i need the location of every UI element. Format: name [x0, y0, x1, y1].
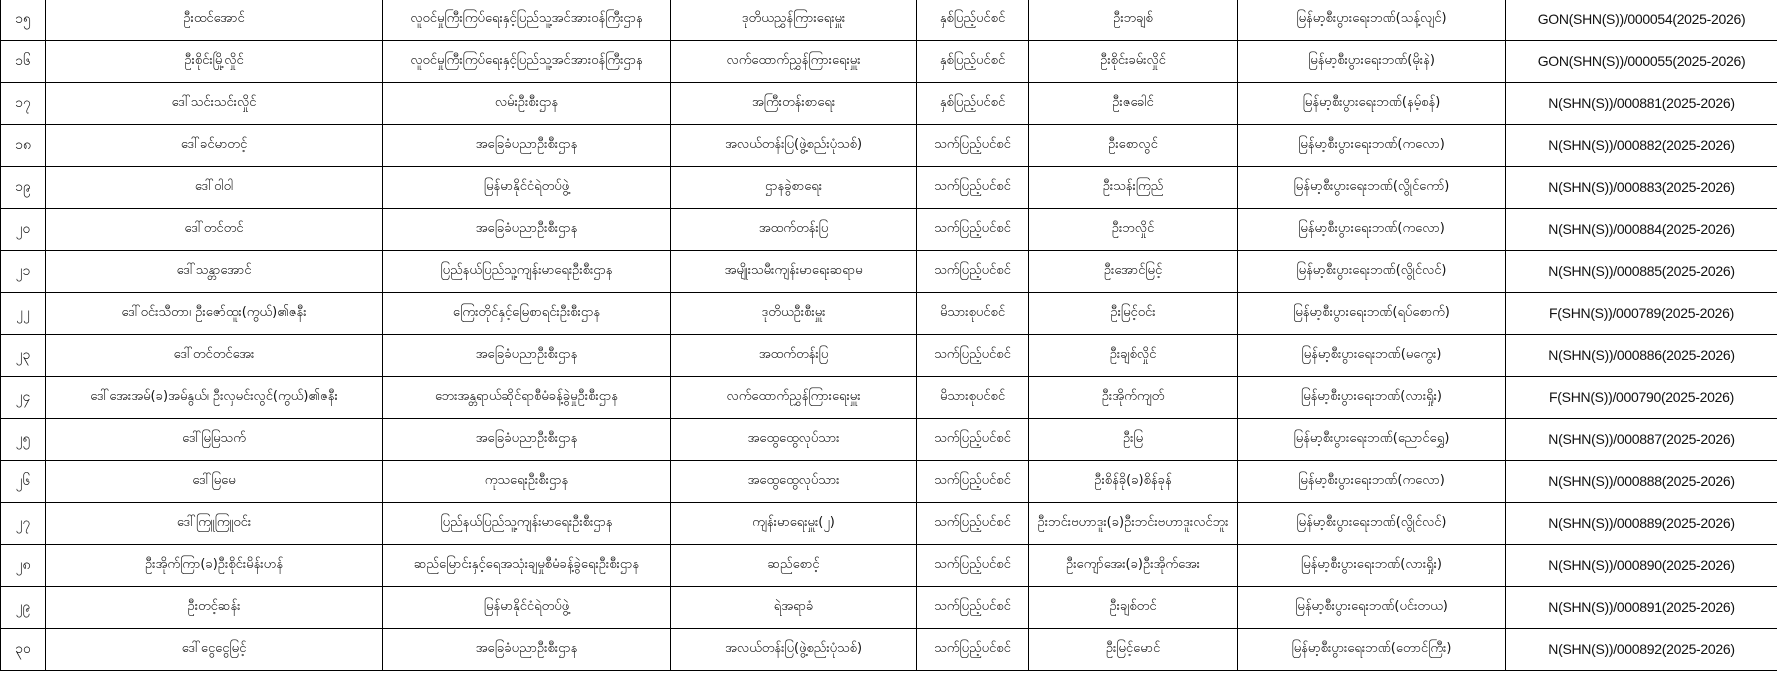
serial-number-cell: ၂၄ [1, 377, 46, 419]
bank-branch-cell: မြန်မာ့စီးပွားရေးဘဏ်(ရပ်စောက်) [1238, 293, 1506, 335]
pension-type-cell: သက်ပြည့်ပင်စင် [917, 167, 1029, 209]
parent-name-cell: ဦးဇခေါင် [1029, 83, 1238, 125]
name-cell: ဒေါ်အေးအမ်(ခ)အမ်နွယ်၊ ဦးလှမင်းလွင်(ကွယ်)၏ဇနီး [46, 377, 383, 419]
bank-branch-cell: မြန်မာ့စီးပွားရေးဘဏ်(ကလော) [1238, 209, 1506, 251]
parent-name-cell: ဦးမြင့်ဝင်း [1029, 293, 1238, 335]
table-row [1, 503, 1777, 545]
position-cell: အလယ်တန်းပြ(ဖွဲ့စည်းပုံသစ်) [671, 125, 917, 167]
parent-name-cell: ဦးမြင့်မောင် [1029, 629, 1238, 671]
pension-code-cell: N(SHN(S))/000889(2025-2026) [1506, 503, 1777, 545]
table-row [1, 629, 1777, 671]
pension-code-cell: N(SHN(S))/000883(2025-2026) [1506, 167, 1777, 209]
serial-number-cell: ၂၃ [1, 335, 46, 377]
name-cell: ဒေါ်မြမြသက် [46, 419, 383, 461]
table-row [1, 209, 1777, 251]
parent-name-cell: ဦးစိန်ခို(ခ)စိန်ခုန် [1029, 461, 1238, 503]
bank-branch-cell: မြန်မာ့စီးပွားရေးဘဏ်(လားရှိုး) [1238, 545, 1506, 587]
pension-type-cell: သက်ပြည့်ပင်စင် [917, 461, 1029, 503]
position-cell: ကျန်းမာရေးမှူး(၂) [671, 503, 917, 545]
table-row [1, 419, 1777, 461]
parent-name-cell: ဦးချစ်လှိုင် [1029, 335, 1238, 377]
pension-code-cell: N(SHN(S))/000886(2025-2026) [1506, 335, 1777, 377]
parent-name-cell: ဦးစိုင်းခမ်းလှိုင် [1029, 41, 1238, 83]
name-cell: ဒေါ်သင်းသင်းလှိုင် [46, 83, 383, 125]
table-row [1, 335, 1777, 377]
department-cell: ကြေးတိုင်နှင့်မြေစာရင်းဦးစီးဌာန [383, 293, 671, 335]
position-cell: လက်ထောက်ညွှန်ကြားရေးမှူး [671, 377, 917, 419]
name-cell: ဦးတင့်ဆန်း [46, 587, 383, 629]
parent-name-cell: ဦးစောလွင် [1029, 125, 1238, 167]
serial-number-cell: ၂၀ [1, 209, 46, 251]
table-row [1, 587, 1777, 629]
department-cell: လူဝင်မှုကြီးကြပ်ရေးနှင့်ပြည်သူ့အင်အားဝန်ကြီးဌာန [383, 41, 671, 83]
serial-number-cell: ၁၅ [1, 0, 46, 41]
department-cell: အခြေခံပညာဦးစီးဌာန [383, 335, 671, 377]
pension-code-cell: N(SHN(S))/000891(2025-2026) [1506, 587, 1777, 629]
serial-number-cell: ၂၈ [1, 545, 46, 587]
position-cell: အထက်တန်းပြ [671, 209, 917, 251]
bank-branch-cell: မြန်မာ့စီးပွားရေးဘဏ်(ပင်းတယ) [1238, 587, 1506, 629]
department-cell: အခြေခံပညာဦးစီးဌာန [383, 209, 671, 251]
pension-type-cell: သက်ပြည့်ပင်စင် [917, 503, 1029, 545]
pension-code-cell: F(SHN(S))/000790(2025-2026) [1506, 377, 1777, 419]
parent-name-cell: ဦးအိုက်ကျတ် [1029, 377, 1238, 419]
pension-type-cell: မိသားစုပင်စင် [917, 377, 1029, 419]
name-cell: ဒေါ်ကြူကြူဝင်း [46, 503, 383, 545]
table-row [1, 545, 1777, 587]
serial-number-cell: ၂၉ [1, 587, 46, 629]
bank-branch-cell: မြန်မာ့စီးပွားရေးဘဏ်(လွိုင်ကော်) [1238, 167, 1506, 209]
pension-type-cell: သက်ပြည့်ပင်စင် [917, 125, 1029, 167]
name-cell: ဦးစိုင်းမြို့လှိုင် [46, 41, 383, 83]
serial-number-cell: ၁၇ [1, 83, 46, 125]
name-cell: ဦးထင်အောင် [46, 0, 383, 41]
pension-type-cell: သက်ပြည့်ပင်စင် [917, 629, 1029, 671]
bank-branch-cell: မြန်မာ့စီးပွားရေးဘဏ်(ညောင်ရွှေ) [1238, 419, 1506, 461]
serial-number-cell: ၂၇ [1, 503, 46, 545]
name-cell: ဒေါ်မြမေ [46, 461, 383, 503]
parent-name-cell: ဦးကျော်အေး(ခ)ဦးအိုက်အေး [1029, 545, 1238, 587]
bank-branch-cell: မြန်မာ့စီးပွားရေးဘဏ်(မိုးနဲ) [1238, 41, 1506, 83]
bank-branch-cell: မြန်မာ့စီးပွားရေးဘဏ်(ကလော) [1238, 125, 1506, 167]
bank-branch-cell: မြန်မာ့စီးပွားရေးဘဏ်(တောင်ကြီး) [1238, 629, 1506, 671]
pension-code-cell: N(SHN(S))/000885(2025-2026) [1506, 251, 1777, 293]
table-row [1, 461, 1777, 503]
parent-name-cell: ဦးဘချစ် [1029, 0, 1238, 41]
parent-name-cell: ဦးအောင်မြင့် [1029, 251, 1238, 293]
serial-number-cell: ၁၆ [1, 41, 46, 83]
position-cell: ဒုတိယဦးစီးမှူး [671, 293, 917, 335]
name-cell: ဒေါ်ဝင်းသီတာ၊ ဦးဇော်ထူး(ကွယ်)၏ဇနီး [46, 293, 383, 335]
table-row [1, 125, 1777, 167]
pension-type-cell: နှစ်ပြည့်ပင်စင် [917, 0, 1029, 41]
position-cell: ဆည်စောင့် [671, 545, 917, 587]
position-cell: ဌာနခွဲစာရေး [671, 167, 917, 209]
name-cell: ဒေါ်တင်တင် [46, 209, 383, 251]
pension-type-cell: နှစ်ပြည့်ပင်စင် [917, 41, 1029, 83]
name-cell: ဒေါ်ဝါဝါ [46, 167, 383, 209]
pension-code-cell: GON(SHN(S))/000054(2025-2026) [1506, 0, 1777, 41]
department-cell: ကုသရေးဦးစီးဌာန [383, 461, 671, 503]
department-cell: အခြေခံပညာဦးစီးဌာန [383, 125, 671, 167]
bank-branch-cell: မြန်မာ့စီးပွားရေးဘဏ်(မကွေး) [1238, 335, 1506, 377]
pension-code-cell: F(SHN(S))/000789(2025-2026) [1506, 293, 1777, 335]
pension-code-cell: N(SHN(S))/000884(2025-2026) [1506, 209, 1777, 251]
parent-name-cell: ဦးသန်းကြည် [1029, 167, 1238, 209]
pension-type-cell: သက်ပြည့်ပင်စင် [917, 545, 1029, 587]
pension-code-cell: GON(SHN(S))/000055(2025-2026) [1506, 41, 1777, 83]
position-cell: အထွေထွေလုပ်သား [671, 461, 917, 503]
position-cell: ဒုတိယညွှန်ကြားရေးမှူး [671, 0, 917, 41]
pension-code-cell: N(SHN(S))/000882(2025-2026) [1506, 125, 1777, 167]
pension-code-cell: N(SHN(S))/000890(2025-2026) [1506, 545, 1777, 587]
pension-type-cell: မိသားစုပင်စင် [917, 293, 1029, 335]
position-cell: အကြီးတန်းစာရေး [671, 83, 917, 125]
department-cell: လမ်းဦးစီးဌာန [383, 83, 671, 125]
position-cell: အလယ်တန်းပြ(ဖွဲ့စည်းပုံသစ်) [671, 629, 917, 671]
bank-branch-cell: မြန်မာ့စီးပွားရေးဘဏ်(လွိုင်လင်) [1238, 503, 1506, 545]
bank-branch-cell: မြန်မာ့စီးပွားရေးဘဏ်(လားရှိုး) [1238, 377, 1506, 419]
parent-name-cell: ဦးမြ [1029, 419, 1238, 461]
table-row [1, 41, 1777, 83]
name-cell: ဦးအိုက်ကြာ(ခ)ဦးစိုင်းမိန်းဟန် [46, 545, 383, 587]
name-cell: ဒေါ်သန္တာအောင် [46, 251, 383, 293]
department-cell: မြန်မာနိုင်ငံရဲတပ်ဖွဲ့ [383, 167, 671, 209]
bank-branch-cell: မြန်မာ့စီးပွားရေးဘဏ်(သန့်လျင်) [1238, 0, 1506, 41]
table-row [1, 293, 1777, 335]
department-cell: ပြည်နယ်ပြည်သူ့ကျန်းမာရေးဦးစီးဌာန [383, 503, 671, 545]
department-cell: အခြေခံပညာဦးစီးဌာန [383, 629, 671, 671]
table-row [1, 167, 1777, 209]
name-cell: ဒေါ်ငွေငွေမြင့် [46, 629, 383, 671]
parent-name-cell: ဦးဘင်းဗဟာဒူး(ခ)ဦးဘင်းဗဟာဒူးလင်ဘူး [1029, 503, 1238, 545]
pension-type-cell: သက်ပြည့်ပင်စင် [917, 587, 1029, 629]
serial-number-cell: ၁၉ [1, 167, 46, 209]
department-cell: ဘေးအန္တရာယ်ဆိုင်ရာစီမံခန့်ခွဲမှုဦးစီးဌာန [383, 377, 671, 419]
serial-number-cell: ၂၆ [1, 461, 46, 503]
name-cell: ဒေါ်ခင်မာတင့် [46, 125, 383, 167]
table-row [1, 251, 1777, 293]
department-cell: ဆည်မြောင်းနှင့်ရေအသုံးချမှုစီမံခန့်ခွဲရေးဦးစီးဌာန [383, 545, 671, 587]
parent-name-cell: ဦးဘလှိုင် [1029, 209, 1238, 251]
bank-branch-cell: မြန်မာ့စီးပွားရေးဘဏ်(နမ့်စန်) [1238, 83, 1506, 125]
pension-type-cell: သက်ပြည့်ပင်စင် [917, 419, 1029, 461]
pension-type-cell: သက်ပြည့်ပင်စင် [917, 335, 1029, 377]
table-body [1, 0, 1777, 671]
table-row [1, 0, 1777, 41]
pension-code-cell: N(SHN(S))/000892(2025-2026) [1506, 629, 1777, 671]
parent-name-cell: ဦးချစ်တင် [1029, 587, 1238, 629]
pension-code-cell: N(SHN(S))/000887(2025-2026) [1506, 419, 1777, 461]
department-cell: လူဝင်မှုကြီးကြပ်ရေးနှင့်ပြည်သူ့အင်အားဝန်ကြီးဌာန [383, 0, 671, 41]
serial-number-cell: ၂၂ [1, 293, 46, 335]
position-cell: အထက်တန်းပြ [671, 335, 917, 377]
department-cell: ပြည်နယ်ပြည်သူ့ကျန်းမာရေးဦးစီးဌာန [383, 251, 671, 293]
bank-branch-cell: မြန်မာ့စီးပွားရေးဘဏ်(ကလော) [1238, 461, 1506, 503]
bank-branch-cell: မြန်မာ့စီးပွားရေးဘဏ်(လွိုင်လင်) [1238, 251, 1506, 293]
pension-type-cell: သက်ပြည့်ပင်စင် [917, 251, 1029, 293]
department-cell: အခြေခံပညာဦးစီးဌာန [383, 419, 671, 461]
pension-code-cell: N(SHN(S))/000881(2025-2026) [1506, 83, 1777, 125]
position-cell: လက်ထောက်ညွှန်ကြားရေးမှူး [671, 41, 917, 83]
position-cell: ရဲအရာခံ [671, 587, 917, 629]
table-row [1, 377, 1777, 419]
serial-number-cell: ၂၅ [1, 419, 46, 461]
serial-number-cell: ၁၈ [1, 125, 46, 167]
table-row [1, 83, 1777, 125]
name-cell: ဒေါ်တင်တင်အေး [46, 335, 383, 377]
department-cell: မြန်မာနိုင်ငံရဲတပ်ဖွဲ့ [383, 587, 671, 629]
serial-number-cell: ၃၀ [1, 629, 46, 671]
position-cell: အမျိုးသမီးကျန်းမာရေးဆရာမ [671, 251, 917, 293]
pension-type-cell: သက်ပြည့်ပင်စင် [917, 209, 1029, 251]
pension-code-cell: N(SHN(S))/000888(2025-2026) [1506, 461, 1777, 503]
pension-type-cell: နှစ်ပြည့်ပင်စင် [917, 83, 1029, 125]
position-cell: အထွေထွေလုပ်သား [671, 419, 917, 461]
serial-number-cell: ၂၁ [1, 251, 46, 293]
